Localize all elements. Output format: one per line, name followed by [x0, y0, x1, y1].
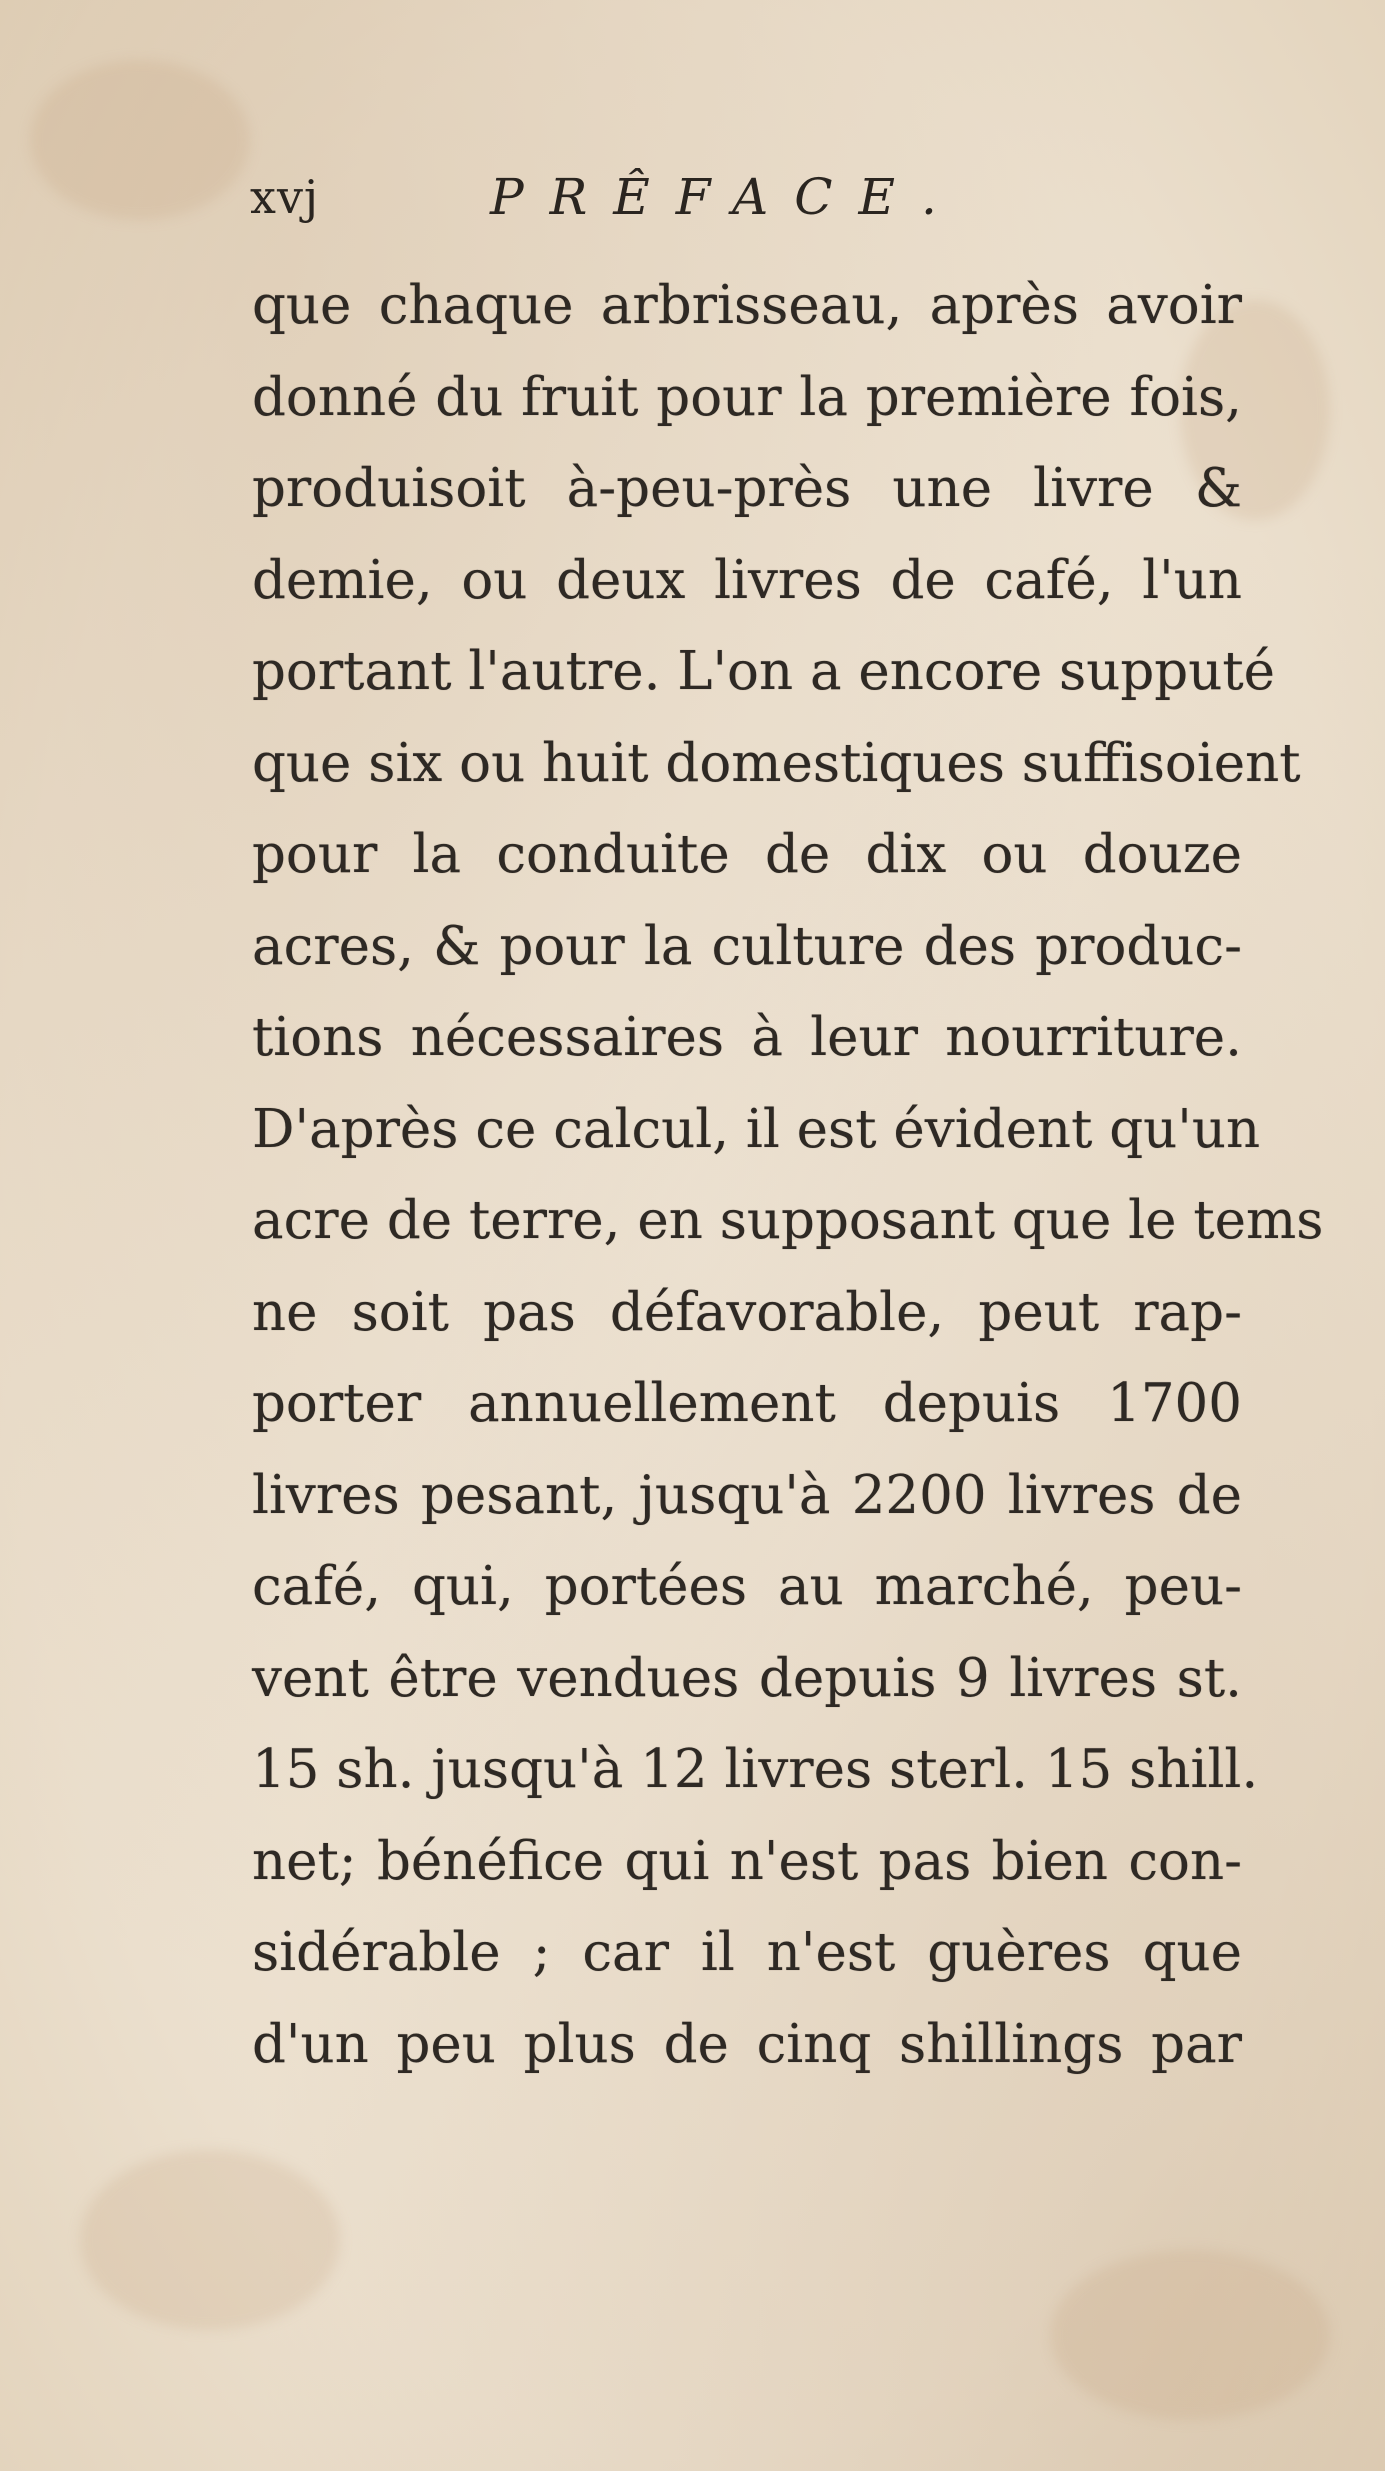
- paper-stain: [30, 60, 250, 220]
- body-text: [252, 260, 1324, 2090]
- text-line: que six ou huit domestiques suffisoient: [252, 732, 1301, 794]
- paper-stain: [80, 2150, 340, 2330]
- text-line: demie, ou deux livres de café, l'un: [252, 549, 1242, 611]
- text-line: café, qui, portées au marché, peu-: [252, 1556, 1242, 1617]
- text-line: acres, & pour la culture des produc-: [252, 915, 1242, 977]
- text-line: donné du fruit pour la première fois,: [252, 366, 1242, 428]
- text-line: livres pesant, jusqu'à 2200 livres de: [252, 1464, 1242, 1526]
- running-title: PRÊFACE.: [490, 168, 963, 226]
- text-line: ne soit pas défavorable, peut rap-: [252, 1281, 1242, 1343]
- running-header: [250, 160, 1250, 240]
- text-line: vent être vendues depuis 9 livres st.: [252, 1647, 1242, 1709]
- text-line: 15 sh. jusqu'à 12 livres sterl. 15 shill.: [252, 1739, 1259, 1800]
- text-line: portant l'autre. L'on a encore supputé: [252, 641, 1276, 702]
- text-line: net; bénéfice qui n'est pas bien con-: [252, 1830, 1242, 1892]
- page-number: xvj: [250, 170, 320, 224]
- text-line: porter annuellement depuis 1700: [252, 1373, 1242, 1434]
- text-line: sidérable ; car il n'est guères que: [252, 1922, 1242, 1983]
- text-line: pour la conduite de dix ou douze: [252, 824, 1242, 885]
- text-line: que chaque arbrisseau, après avoir: [252, 275, 1242, 336]
- text-line: tions nécessaires à leur nourriture.: [252, 1007, 1242, 1068]
- text-line: produisoit à-peu-près une livre &: [252, 458, 1242, 519]
- text-line: d'un peu plus de cinq shillings par: [252, 2013, 1242, 2075]
- text-line: acre de terre, en supposant que le tems: [252, 1190, 1324, 1251]
- text-line: D'après ce calcul, il est évident qu'un: [252, 1098, 1261, 1160]
- paper-stain: [1050, 2250, 1330, 2420]
